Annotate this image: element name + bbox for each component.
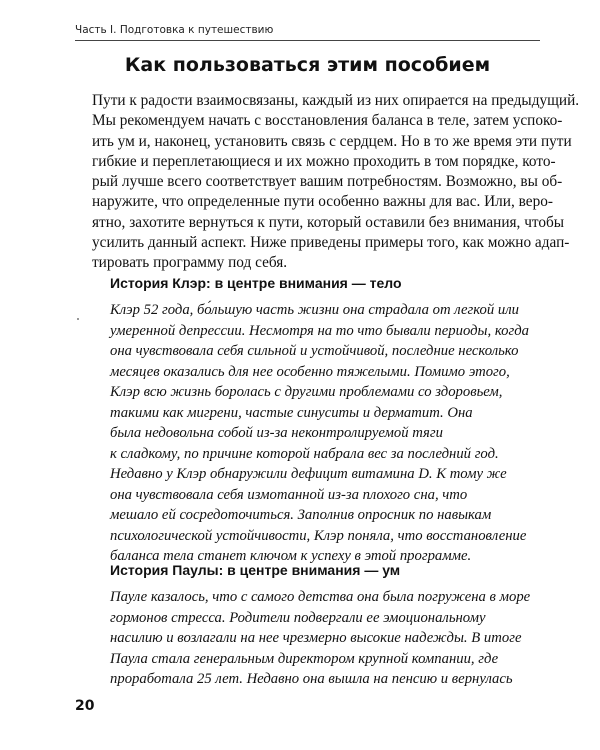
story-line: умеренной депрессии. Несмотря на то что бывали периоды, когда (110, 322, 529, 339)
intro-line: ить ум и, наконец, установить связь с сердцем. Но в то же время эти пути (92, 132, 572, 150)
story-line: гормонов стресса. Родители подвергали ее эмоциональному (110, 609, 486, 626)
intro-line: усилить данный аспект. Ниже приведены примеры того, как можно адап- (92, 234, 570, 252)
intro-line: рый лучше всего соответствует вашим потребностям. Возможно, вы об- (92, 173, 563, 191)
header-rule (75, 40, 540, 41)
story-line: к сладкому, по причине которой набрала вес за последний год. (110, 445, 499, 462)
story-line: мешало ей сосредоточиться. Заполнив опросник по навыкам (110, 507, 492, 523)
story-line: Пауле казалось, что с самого детства она была погружена в море (110, 589, 531, 605)
intro-line: Пути к радости взаимосвязаны, каждый из них опирается на предыдущий. (92, 92, 580, 109)
running-head: Часть I. Подготовка к путешествию (75, 24, 274, 36)
story-line: проработала 25 лет. Недавно она вышла на пенсию и вернулась (110, 671, 513, 687)
intro-line: наружите, что определенные пути особенно важны для вас. Или, веро- (92, 193, 553, 211)
story-line: баланса тела станет ключом к успеху в этой программе. (110, 548, 472, 564)
intro-line: гибкие и переплетающиеся и их можно проходить в том порядке, кото- (92, 152, 556, 170)
story-line: насилию и возлагали на нее чрезмерно высокие надежды. В итоге (110, 630, 522, 646)
story-line: Паула стала генеральным директором крупной компании, где (110, 650, 499, 667)
story-line: была недовольна собой из-за неконтролируемой тяги (110, 425, 443, 441)
story-claire-text (110, 300, 530, 567)
story-line: такими как мигрени, частые синуситы и дерматит. Она (110, 404, 473, 421)
section-title: Как пользоваться этим пособием (124, 54, 491, 76)
intro-paragraph (92, 91, 580, 274)
story-claire-heading: История Клэр: в центре внимания — тело (110, 275, 402, 291)
story-paula-text (110, 587, 530, 690)
story-line: Клэр всю жизнь боролась с другими проблемами со здоровьем, (110, 384, 503, 400)
story-line: месяцев оказались для нее особенно тяжелыми. Помимо этого, (110, 363, 510, 380)
story-line: психологической устойчивости, Клэр поняла, что восстановление (110, 527, 527, 544)
story-line: Недавно у Клэр обнаружили дефицит витамина D. К тому же (110, 466, 507, 482)
intro-line: ятно, захотите вернуться к пути, который оставили без внимания, чтобы (92, 213, 565, 231)
page-number: 20 (75, 698, 95, 714)
intro-line: Мы рекомендуем начать с восстановления баланса в теле, затем успоко- (92, 112, 563, 130)
story-line: она чувствовала себя сильной и устойчивой, последние несколько (110, 343, 519, 359)
story-paula-heading: История Паулы: в центре внимания — ум (110, 562, 401, 578)
story-line: Клэр 52 года, бо́льшую часть жизни она страдала от легкой или (110, 302, 520, 318)
intro-line: тировать программу под себя. (92, 254, 288, 272)
margin-mark (77, 318, 79, 320)
story-line: она чувствовала себя измотанной из-за плохого сна, что (110, 486, 468, 503)
